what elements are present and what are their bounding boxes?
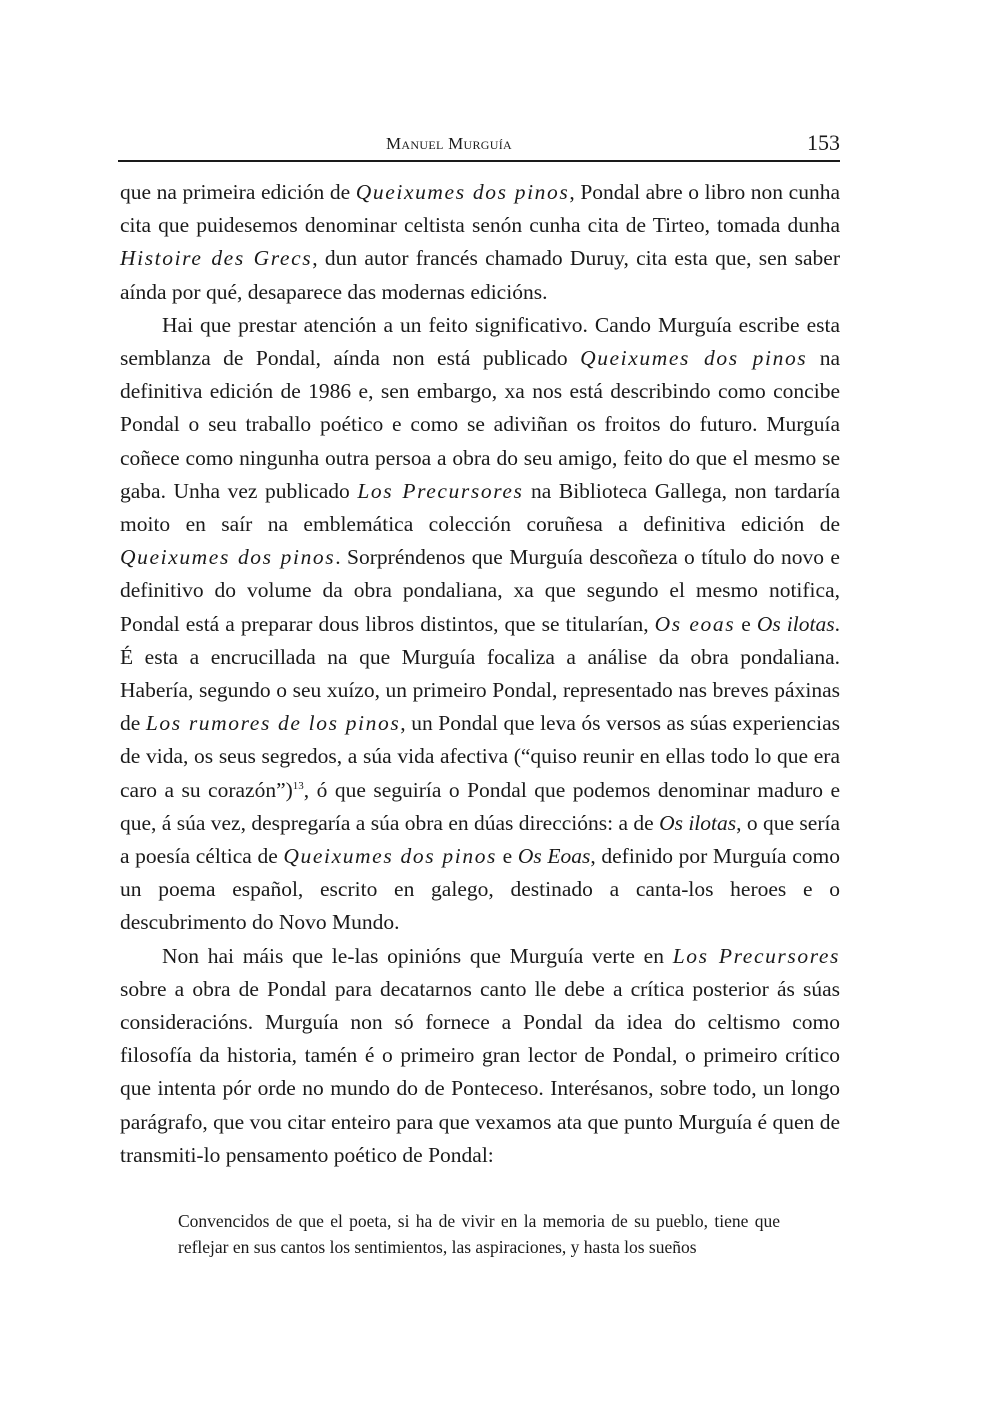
italic-title: Os eoas: [654, 611, 736, 636]
text-run: e: [735, 611, 757, 636]
italic-title: Histoire des Grecs: [120, 246, 313, 271]
page-number: 153: [807, 130, 840, 155]
italic-title: Queixumes dos pinos: [355, 180, 570, 204]
quote-text: Convencidos de que el poeta, si ha de vivir en la memoria de su pueblo, tiene que reflejar en sus cantos los sentimientos, las aspiraciones, y hasta los sueños: [178, 1211, 780, 1257]
italic-title: Os ilotas: [756, 611, 835, 636]
text-run: . Sorpréndenos que Murguía descoñeza o título do novo e definitivo do volume da obra pondaliana, xa que segundo el mesmo notifica, Pondal está a preparar dous libros distintos, que se titularían,: [120, 545, 840, 636]
running-head: [118, 130, 840, 160]
footnote-marker: 13: [292, 779, 304, 792]
text-run: na Biblioteca Gallega, non tardaría moito en saír na emblemática colección coruñesa a definitiva edición de: [120, 478, 840, 537]
text-run: , ó que seguiría o Pondal que podemos denominar maduro e que, á súa vez, despregaría a súa obra en dúas direccións: a de: [120, 777, 840, 835]
text-run: , dun autor francés chamado Duruy, cita esta que, sen saber aínda por qué, desaparece das modernas edicións.: [120, 246, 841, 304]
text-run: , un Pondal que leva ós versos as súas experiencias de vida, os seus segredos, a súa vida afectiva (“quiso reunir en ellas todo lo que era caro a su corazón”): [120, 711, 840, 802]
paragraph-3: [120, 940, 840, 1172]
italic-title: Los Precursores: [357, 478, 524, 503]
text-run: Hai que prestar atención a un feito significativo. Cando Murguía escribe esta semblanza de Pondal, aínda non está publicado: [120, 312, 840, 371]
text-run: na definitiva edición de 1986 e, sen embargo, xa nos está describindo como concibe Pondal o seu traballo poético e como se adiviñan os froitos do futuro. Murguía coñece como ningunha outra persoa a obra do seu amigo, feito do que el mesmo se gaba. Unha vez publicado: [120, 346, 840, 503]
italic-title: Queixumes dos pinos: [120, 545, 336, 570]
paragraph-1: [120, 176, 840, 309]
text-run: que na primeira edición de: [120, 180, 356, 204]
italic-title: Los Precursores: [672, 943, 840, 968]
text-run: . É esta a encrucillada na que Murguía focaliza a análise da obra pondaliana. Habería, segundo o seu xuízo, un primeiro Pondal, representado nas breves páxinas de: [120, 611, 840, 736]
text-run: , o que sería a poesía céltica de: [120, 810, 841, 869]
header-rule: [118, 160, 840, 162]
text-run: e: [497, 844, 518, 869]
text-run: , Pondal abre o libro non cunha cita que puidesemos denominar celtista senón cunha cita de Tirteo, tomada dunha: [120, 180, 840, 238]
italic-title: Os Eoas: [517, 844, 591, 869]
paragraph-2: [120, 309, 840, 940]
block-quote: [178, 1208, 780, 1260]
text-run: sobre a obra de Pondal para decatarnos canto lle debe a crítica posterior ás súas consideracións. Murguía non só fornece a Pondal da idea do celtismo como filosofía da historia, tamén é o primeiro gran lector de Pondal, o primeiro crítico que intenta pór orde no mundo do de Ponteceso. Interésanos, sobre todo, un longo parágrafo, que vou citar enteiro para que vexamos ata que punto Murguía é quen de transmiti-lo pensamento poético de Pondal:: [120, 976, 840, 1167]
italic-title: Los rumores de los pinos: [145, 711, 401, 736]
body-text: [120, 176, 840, 1172]
italic-title: Os ilotas: [659, 810, 737, 835]
running-head-author: Manuel Murguía: [386, 134, 513, 153]
text-run: Non hai máis que le-las opinións que Murguía verte en: [162, 943, 673, 968]
text-run: , definido por Murguía como un poema español, escrito en galego, destinado a canta-los heroes e o descubrimento do Novo Mundo.: [120, 844, 840, 935]
italic-title: Queixumes dos pinos: [580, 346, 808, 371]
italic-title: Queixumes dos pinos: [283, 844, 498, 869]
